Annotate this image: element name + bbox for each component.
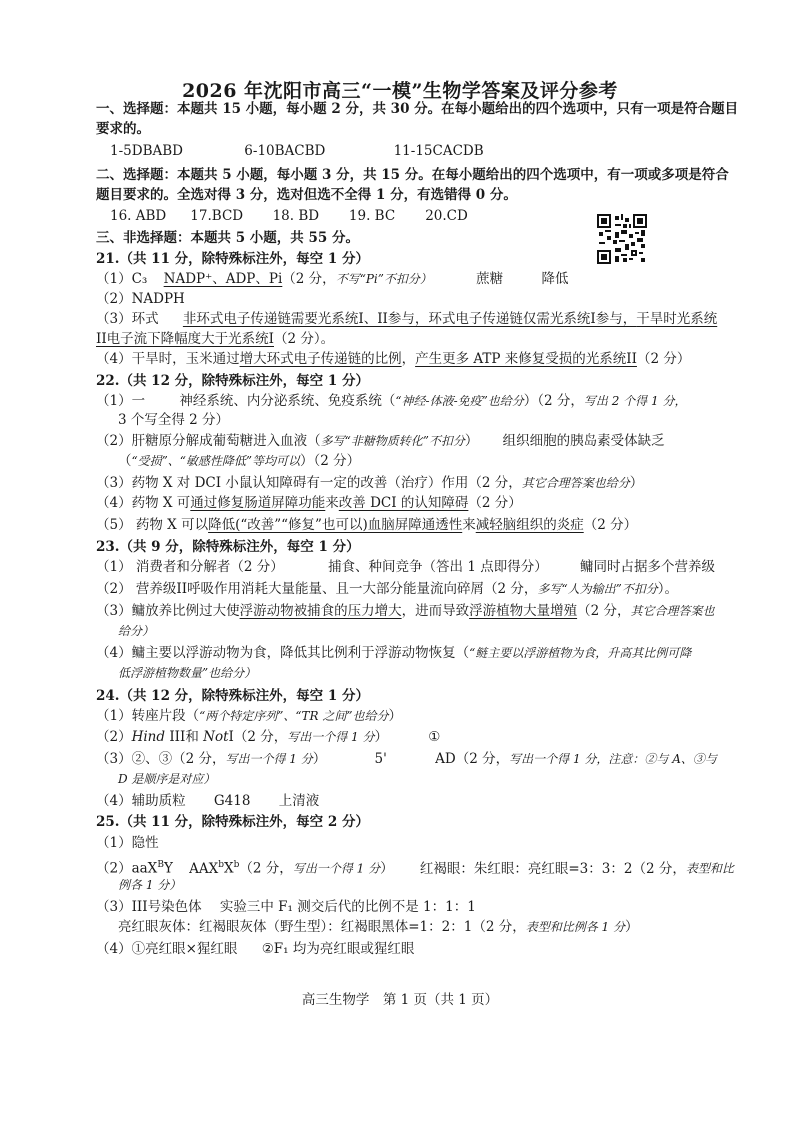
q25-6-a: （4）①亮红眼×猩红眼 <box>96 941 238 957</box>
q21-line2: （2）NADPH <box>96 291 185 307</box>
q22-line2: 3 个写全得 2 分） <box>118 412 230 428</box>
q22-3-d: 组织细胞的胰岛素受体缺乏 <box>502 433 665 449</box>
q24-line1 <box>96 707 402 725</box>
q25-line5 <box>118 918 638 936</box>
document-title: 2026 年沈阳市高三“一模”生物学答案及评分参考 <box>182 80 618 102</box>
q24-1-b: “两个特定序列”、“TR 之间”也给分 <box>199 709 389 723</box>
q24-line2 <box>96 728 440 746</box>
q22-line6 <box>96 494 522 512</box>
q24-line5 <box>96 792 319 810</box>
section2-answers <box>110 207 468 225</box>
q23-1-a: （1） 消费者和分解者（2 分） <box>96 559 284 575</box>
answer-19: 19. BC <box>348 208 396 224</box>
q25-4-b: 实验三中 F₁ 测交后代的比例不是 1：1：1 <box>219 899 476 915</box>
q24-2-c: III和 <box>165 729 204 745</box>
q24-2-g: ） <box>374 729 388 745</box>
q25-2-sup3: b <box>233 860 240 870</box>
qr-code-icon <box>597 214 647 264</box>
q21-4-a: II电子流下降幅度大于光系统I <box>96 331 274 347</box>
q25-6-b: ②F₁ 均为亮红眼或猩红眼 <box>261 941 415 957</box>
q24-5-c: 上清液 <box>278 793 320 809</box>
q24-2-d: Not <box>203 729 229 745</box>
q23-2-c: ）。 <box>657 581 678 597</box>
q25-2-b: Y <box>163 860 173 877</box>
q25-line6 <box>96 940 414 958</box>
q24-line3 <box>96 750 717 768</box>
q21-line5 <box>96 350 690 368</box>
q25-line2 <box>96 856 734 878</box>
q22-heading: 22.（共 12 分，除特殊标注外，每空 1 分） <box>96 373 369 389</box>
q22-7-e: （2 分） <box>583 517 638 533</box>
q21-3-b: 非环式电子传递链需要光系统I、II参与，环式电子传递链仅需光系统I参与， <box>182 311 637 327</box>
q23-5-a: （4）鳙主要以浮游动物为食，降低其比例利于浮游动物恢复（ <box>96 645 470 661</box>
q22-6-d: 改善 DCI 的认知障碍 <box>338 495 469 511</box>
q24-2-e: I（2 分， <box>228 729 288 745</box>
q23-2-a: （2） 营养级II呼吸作用消耗大量能量、且一大部分能量流向碎屑（2 分， <box>96 581 538 597</box>
q22-4-b: “受损”、“敏感性降低”等均可以 <box>131 454 301 468</box>
q24-1-a: （1）转座片段（ <box>96 708 200 724</box>
q21-5-a: （4）干旱时，玉米通过 <box>96 351 240 367</box>
q22-line3 <box>96 432 665 450</box>
q23-3-e: （2 分， <box>577 603 631 619</box>
q24-2-b: Hind <box>131 729 166 745</box>
q25-5-a: 亮红眼灰体：红褐眼灰体（野生型）：红褐眼黑体=1：2：1（2 分， <box>118 919 526 935</box>
q24-3-c: ） <box>312 751 327 767</box>
answer-17: 17.BCD <box>190 208 244 224</box>
q21-5-b: 增大环式电子传递链的比例 <box>239 351 402 367</box>
q21-1-c: （2 分， <box>282 271 336 287</box>
q22-6-e: （2 分） <box>468 495 522 511</box>
q22-7-d: 减轻脑组织的炎症 <box>475 517 584 533</box>
q22-7-b: 降低(“改善”“修复”也可以)血脑屏障通透性 <box>208 517 463 533</box>
q23-3-f: 其它合理答案也 <box>630 604 715 618</box>
q22-4-a: （ <box>118 453 132 469</box>
q23-3-a: （3）鳙放养比例过大使 <box>96 603 240 619</box>
q25-2-e: （2 分， <box>239 860 293 877</box>
q25-2-sup2: b <box>218 860 225 870</box>
q21-1-e: 蔗糖 <box>476 271 504 287</box>
q25-4-a: （3）III号染色体 <box>96 899 202 915</box>
q22-line1 <box>96 392 686 410</box>
q21-3-a: （3）环式 <box>96 311 159 327</box>
q25-2-g: ） <box>380 860 394 877</box>
q23-line4: 给分） <box>118 624 155 638</box>
q24-line4: D 是顺序是对应） <box>118 772 216 786</box>
q24-3-b: 写出一个得 1 分 <box>225 752 313 766</box>
q25-line4 <box>96 898 476 916</box>
q22-1-d: ）（2 分， <box>523 393 584 409</box>
q22-line7 <box>96 516 637 534</box>
q24-2-h: ① <box>428 729 441 745</box>
q21-3-c: 干旱时光系统 <box>636 311 718 327</box>
q22-6-c: 来 <box>325 495 339 511</box>
q25-2-sup1: B <box>157 860 164 870</box>
section3-heading: 三、非选择题：本题共 5 小题，共 55 分。 <box>96 230 359 246</box>
q22-5-a: （3）药物 X 对 DCI 小鼠认知障碍有一定的改善（治疗）作用（2 分， <box>96 475 522 491</box>
q23-3-b: 浮游动物被捕食的压力增大 <box>239 603 402 619</box>
q22-3-a: （2）肝糖原分解成葡萄糖进入血液（ <box>96 433 321 449</box>
q24-heading: 24.（共 12 分，除特殊标注外，每空 1 分） <box>96 688 369 704</box>
q21-line1 <box>96 270 568 288</box>
q23-line6: 低浮游植物数量”也给分） <box>118 666 257 680</box>
q21-heading: 21.（共 11 分，除特殊标注外，每空 1 分） <box>96 251 369 267</box>
answer-6-10: 6-10BACBD <box>244 143 326 159</box>
q25-2-i: 表型和比 <box>685 861 734 876</box>
answer-1-5: 1-5DBABD <box>110 143 183 159</box>
q24-1-c: ） <box>388 708 402 724</box>
q22-3-c: ） <box>464 433 479 449</box>
section2-heading-line1: 二、选择题：本题共 5 小题，每小题 3 分，共 15 分。在每小题给出的四个选项中，有一项或多项是符合 <box>96 167 729 183</box>
q22-7-c: 来 <box>462 517 476 533</box>
q22-1-e: 写出 2 个得 1 分， <box>583 394 687 408</box>
section1-answers <box>110 142 484 160</box>
q25-2-c: AAX <box>189 860 219 877</box>
q21-1-d: 不写“Pi”不扣分） <box>335 272 432 286</box>
q23-3-d: 浮游植物大量增殖 <box>469 603 578 619</box>
q22-6-a: （4）药物 X 可 <box>96 495 191 511</box>
answer-18: 18. BD <box>272 208 320 224</box>
answer-16: 16. ABD <box>110 208 167 224</box>
q23-2-b: 多写“人为输出”不扣分 <box>537 582 658 596</box>
q22-1-a: （1）一 <box>96 393 146 409</box>
section1-heading-line2: 要求的。 <box>96 121 150 137</box>
q24-5-a: （4）辅助质粒 <box>96 793 186 809</box>
q25-heading: 25.（共 11 分，除特殊标注外，每空 2 分） <box>96 814 369 830</box>
q25-5-c: ） <box>624 919 639 935</box>
q24-3-f: 写出一个得 1 分，注意：②与 A、③与 <box>509 752 717 766</box>
answer-11-15: 11-15CACDB <box>393 143 484 159</box>
q24-3-a: （3）②、③（2 分， <box>96 751 226 767</box>
q22-4-c: ）（2 分） <box>300 453 361 469</box>
q23-line5 <box>96 644 691 662</box>
q21-1-a: （1）C₃ <box>96 271 148 287</box>
q21-1-f: 降低 <box>541 271 569 287</box>
q23-5-b: “鲢主要以浮游植物为食，升高其比例可降 <box>469 646 692 660</box>
q23-1-b: 捕食、种间竞争（答出 1 点即得分） <box>328 559 548 575</box>
q25-2-h: 红褐眼：朱红眼：亮红眼=3：3：2（2 分， <box>419 860 686 877</box>
answer-20: 20.CD <box>425 208 468 224</box>
q23-line3 <box>96 602 715 620</box>
q23-heading: 23.（共 9 分，除特殊标注外，每空 1 分） <box>96 539 360 555</box>
q25-2-a: （2）aaX <box>96 860 158 877</box>
q23-3-c: ，进而导致 <box>401 603 470 619</box>
q21-5-d: 产生更多 ATP 来修复受损的光系统II <box>415 351 637 367</box>
q21-1-b: NADP⁺、ADP、Pi <box>163 271 283 287</box>
q21-line4 <box>96 330 334 348</box>
q25-2-d: X <box>224 860 234 877</box>
q21-line3 <box>96 310 717 328</box>
q24-5-b: G418 <box>213 793 251 809</box>
q22-line4 <box>118 452 360 470</box>
q22-5-c: ） <box>629 475 644 491</box>
q22-1-c: “神经-体液-免疫”也给分 <box>395 394 524 408</box>
q22-line5 <box>96 474 643 492</box>
q21-5-c: ， <box>401 351 416 367</box>
q25-line3: 例各 1 分） <box>118 878 182 892</box>
q23-1-c: 鳙同时占据多个营养级 <box>580 559 716 575</box>
q24-3-d: 5' <box>374 751 387 767</box>
q23-line2 <box>96 580 678 598</box>
q22-6-b: 通过修复肠道屏障功能 <box>190 495 326 511</box>
q21-5-e: （2 分） <box>636 351 691 367</box>
q23-line1 <box>96 558 715 576</box>
q22-5-b: 其它合理答案也给分 <box>521 476 630 490</box>
page-footer: 高三生物学 第 1 页（共 1 页） <box>301 992 499 1008</box>
q25-line1: （1）隐性 <box>96 835 159 851</box>
q21-4-b: （2 分）。 <box>274 331 335 347</box>
q24-3-e: AD（2 分， <box>435 751 510 767</box>
q24-2-f: 写出一个得 1 分 <box>287 730 375 744</box>
q22-7-a: （5） 药物 X 可以 <box>96 517 209 533</box>
q22-1-b: 神经系统、内分泌系统、免疫系统（ <box>179 393 396 409</box>
q24-2-a: （2） <box>96 729 132 745</box>
section2-heading-line2: 题目要求的。全选对得 3 分，选对但选不全得 1 分，有选错得 0 分。 <box>96 187 517 203</box>
section1-heading-line1: 一、选择题：本题共 15 小题，每小题 2 分，共 30 分。在每小题给出的四个选项中，只有一项是符合题目 <box>96 101 739 117</box>
q25-2-f: 写出一个得 1 分 <box>292 861 381 876</box>
q22-3-b: 多写“非糖物质转化”不扣分 <box>320 434 465 448</box>
q25-5-b: 表型和比例各 1 分 <box>525 920 625 934</box>
